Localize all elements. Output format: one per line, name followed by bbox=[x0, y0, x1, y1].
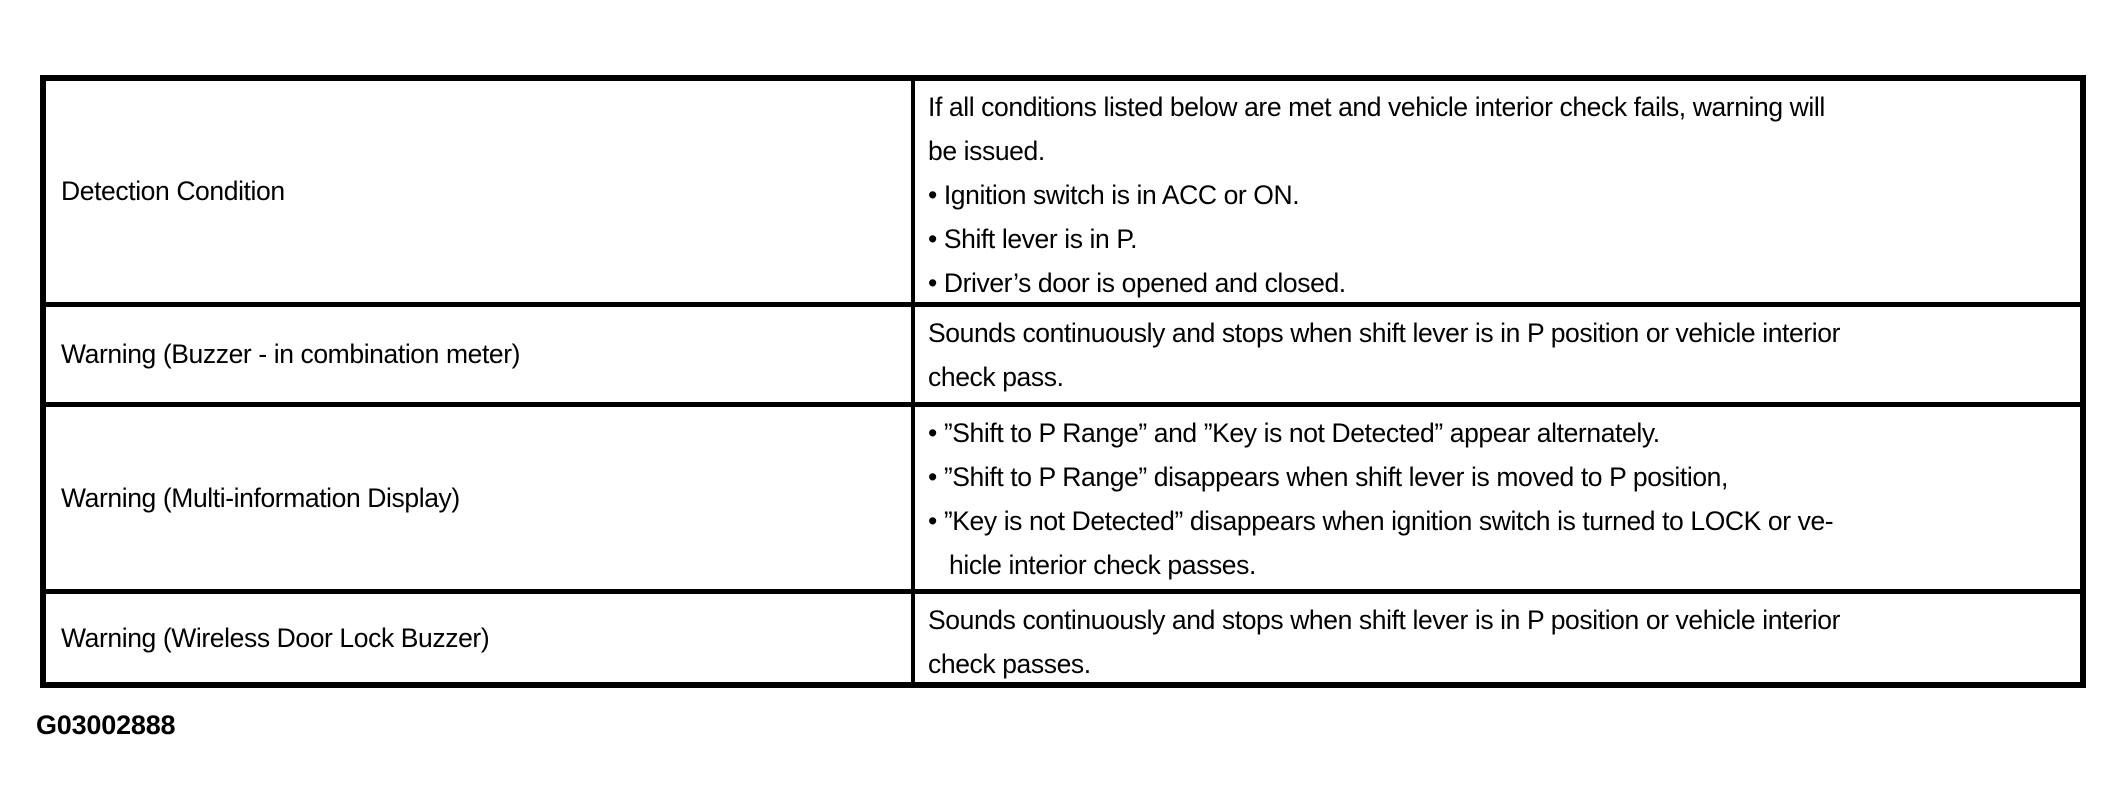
text-line-bullet: • Ignition switch is in ACC or ON. bbox=[928, 180, 1300, 210]
label-cell-warning-wireless-door-lock-buzzer bbox=[46, 594, 915, 682]
text-line: check passes. bbox=[928, 649, 1091, 679]
text-line: check pass. bbox=[928, 362, 1064, 392]
table-row-warning-wireless-door-lock-buzzer bbox=[46, 589, 2080, 682]
row-label: Warning (Buzzer - in combination meter) bbox=[61, 339, 521, 369]
content-cell-detection-condition bbox=[915, 81, 2080, 302]
text-line-bullet: • ”Shift to P Range” disappears when shift lever is moved to P position, bbox=[928, 462, 1728, 492]
figure-id: G03002888 bbox=[36, 710, 176, 740]
content-cell-warning-wireless-door-lock-buzzer bbox=[915, 594, 2080, 682]
text-line: If all conditions listed below are met and vehicle interior check fails, warning will bbox=[928, 92, 1825, 122]
label-cell-warning-buzzer bbox=[46, 307, 915, 402]
text-line-bullet: • ”Shift to P Range” and ”Key is not Detected” appear alternately. bbox=[928, 418, 1660, 448]
content-cell-warning-buzzer bbox=[915, 307, 2080, 402]
label-cell-warning-multi-information-display bbox=[46, 407, 915, 589]
text-line-bullet: • Shift lever is in P. bbox=[928, 224, 1138, 254]
content-cell-warning-multi-information-display bbox=[915, 407, 2080, 589]
text-line-bullet: • Driver’s door is opened and closed. bbox=[928, 268, 1346, 298]
row-label: Detection Condition bbox=[61, 176, 285, 206]
row-label: Warning (Wireless Door Lock Buzzer) bbox=[61, 622, 490, 653]
text-line-continuation: hicle interior check passes. bbox=[949, 550, 1256, 580]
table-row-warning-buzzer bbox=[46, 302, 2080, 402]
text-line-bullet: • ”Key is not Detected” disappears when ignition switch is turned to LOCK or ve- bbox=[928, 506, 1834, 536]
text-line: Sounds continuously and stops when shift lever is in P position or vehicle interior bbox=[928, 318, 1841, 348]
detection-condition-table bbox=[40, 75, 2086, 688]
row-label: Warning (Multi-information Display) bbox=[61, 482, 460, 513]
label-cell-detection-condition bbox=[46, 81, 915, 302]
text-line: Sounds continuously and stops when shift lever is in P position or vehicle interior bbox=[928, 605, 1841, 635]
text-line: be issued. bbox=[928, 136, 1045, 166]
table-row-warning-multi-information-display bbox=[46, 402, 2080, 589]
table-row-detection-condition bbox=[46, 81, 2080, 302]
